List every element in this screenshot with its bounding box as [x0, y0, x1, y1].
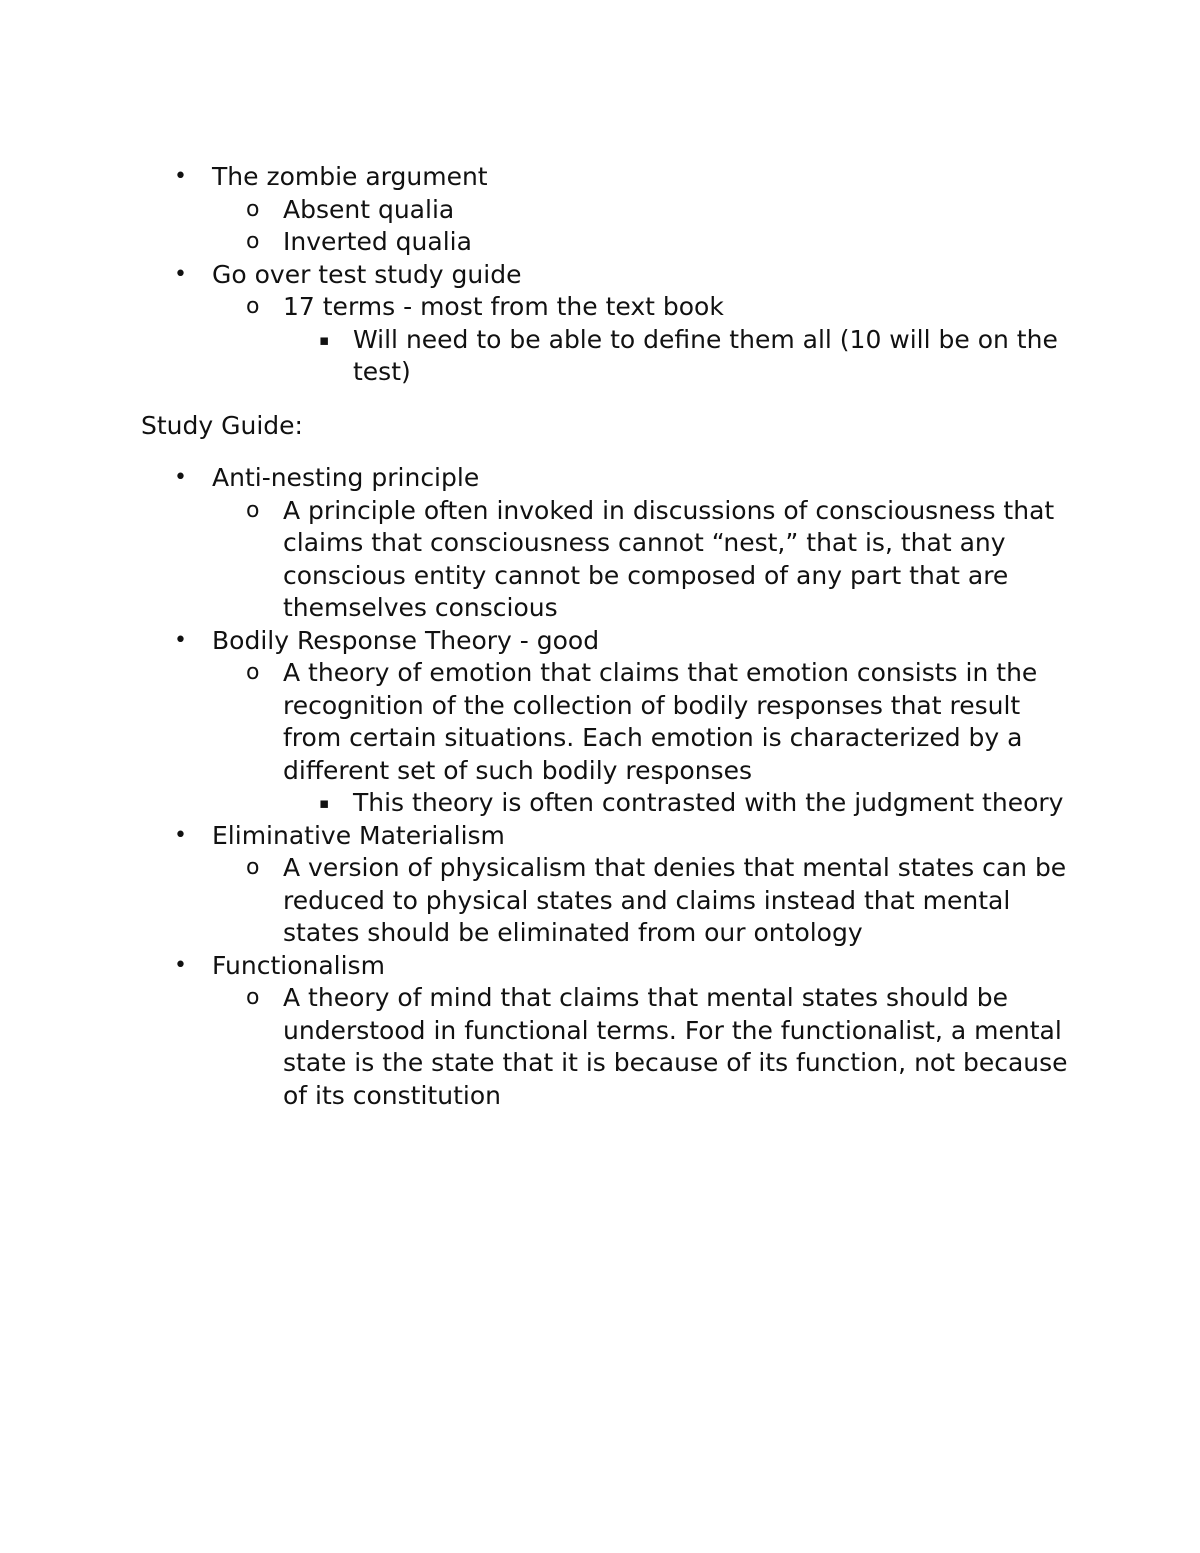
list-item [0, 226, 1073, 259]
circle-marker: o [246, 229, 260, 254]
list-item [0, 291, 1073, 324]
definition-text: A theory of emotion that claims that emotion consists in the recognition of the collection of bodily responses that result from certain situations. Each emotion is characterized by a different set of such bodily responses [283, 658, 1038, 785]
term-text: Eliminative Materialism [212, 820, 505, 850]
list-item-text: Will need to be able to define them all (10 will be on the test) [353, 324, 1058, 386]
list-item-text: 17 terms - most from the text book [283, 292, 724, 321]
notes-list [0, 161, 1200, 389]
study-guide-heading: Study Guide: [141, 411, 303, 440]
square-marker: ▪ [319, 330, 330, 349]
bullet-marker: • [174, 627, 187, 653]
bullet-marker: • [174, 164, 187, 189]
list-item [0, 161, 1072, 194]
list-item [0, 625, 1072, 658]
list-item-text: The zombie argument [212, 162, 488, 191]
bullet-marker: • [174, 952, 187, 978]
circle-marker: o [246, 497, 260, 523]
bullet-marker: • [174, 465, 187, 490]
list-item-text: Inverted qualia [283, 227, 472, 256]
list-item [0, 820, 1072, 853]
circle-marker: o [246, 855, 260, 880]
term-text: Bodily Response Theory - good [212, 625, 600, 655]
list-item [0, 787, 1073, 820]
bullet-marker: • [174, 261, 187, 287]
list-item [0, 462, 1072, 495]
list-item [0, 194, 1073, 227]
term-text: Functionalism [212, 950, 385, 980]
definition-text: A theory of mind that claims that mental states should be understood in functional terms. For the functionalist, a mental state is the state that it is because of its function, not because of its constitution [283, 983, 1068, 1110]
square-marker: ▪ [319, 794, 330, 812]
list-item-text: Absent qualia [283, 194, 455, 224]
list-item-text: Go over test study guide [212, 259, 522, 289]
study-guide-list [0, 462, 1200, 1112]
list-item [0, 259, 1072, 292]
note-text: This theory is often contrasted with the judgment theory [353, 788, 1064, 817]
list-item [0, 982, 1073, 1112]
list-item [0, 852, 1073, 950]
list-item [0, 950, 1072, 983]
list-item [0, 495, 1073, 625]
definition-text: A principle often invoked in discussions of consciousness that claims that consciousness cannot “nest,” that is, that any conscious entity cannot be composed of any part that are themselves conscious [283, 495, 1055, 622]
circle-marker: o [246, 660, 260, 685]
list-item [0, 324, 1073, 389]
circle-marker: o [246, 985, 260, 1010]
definition-text: A version of physicalism that denies that mental states can be reduced to physical states and claims instead that mental states should be eliminated from our ontology [283, 853, 1067, 947]
list-item [0, 657, 1073, 787]
bullet-marker: • [174, 822, 187, 848]
term-text: Anti-nesting principle [212, 463, 480, 492]
circle-marker: o [246, 196, 260, 222]
circle-marker: o [246, 294, 260, 319]
